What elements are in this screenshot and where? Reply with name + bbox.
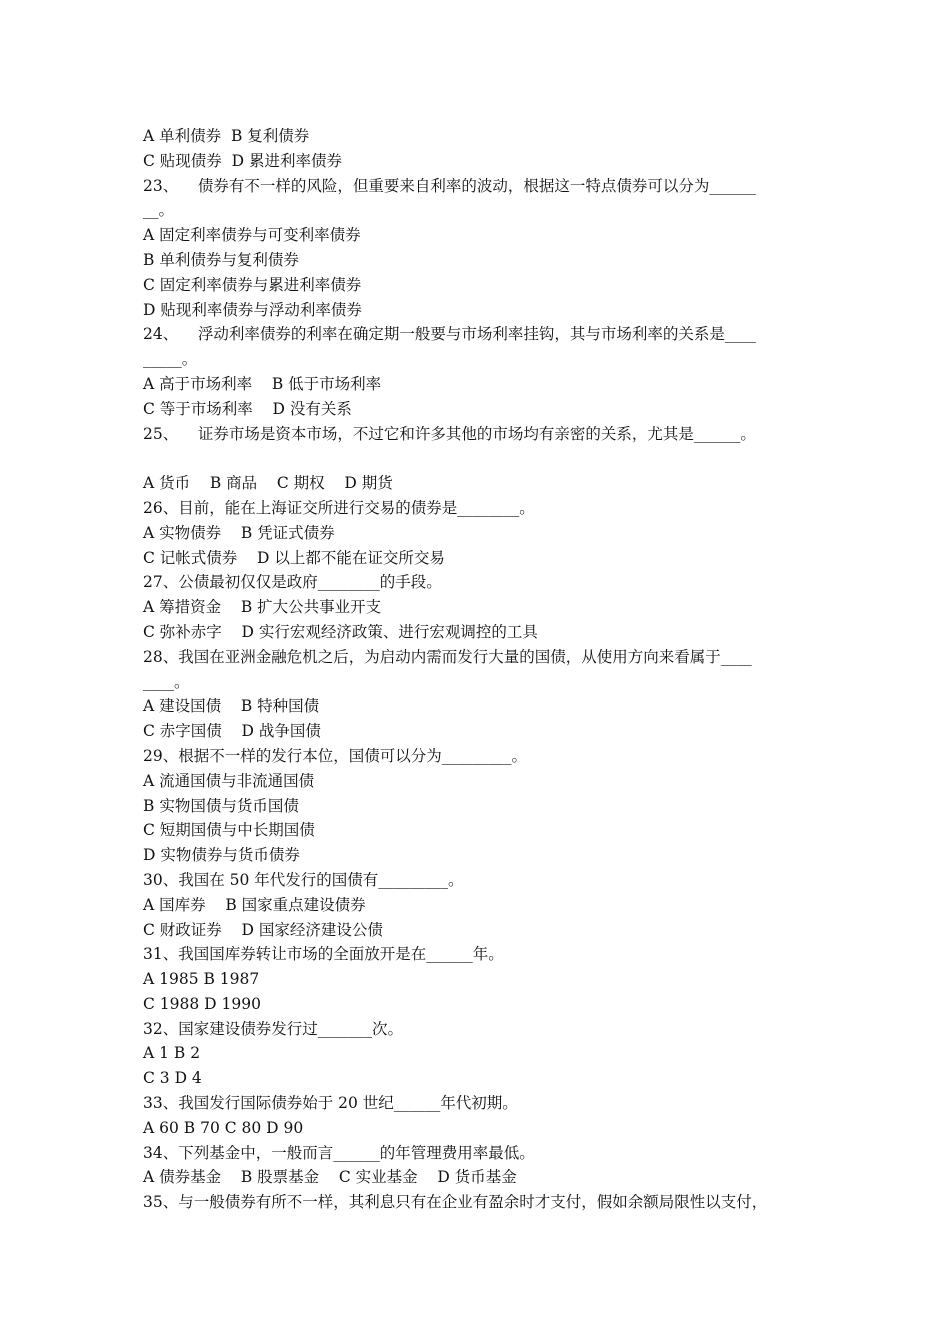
question-28: 28、我国在亚洲金融危机之后，为启动内需而发行大量的国债，从使用方向来看属于____ (143, 647, 752, 666)
option-line: D 实物债券与货币债券 (143, 846, 300, 865)
option-line: C 赤字国债 D 战争国债 (143, 722, 321, 741)
option-line: C 财政证券 D 国家经济建设公债 (143, 920, 383, 939)
question-28-continuation: ____。 (143, 672, 190, 691)
option-line: D 贴现利率债券与浮动利率债券 (143, 300, 362, 319)
option-line: A 1 B 2 (143, 1044, 201, 1063)
question-34: 34、下列基金中，一般而言______的年管理费用率最低。 (143, 1143, 535, 1162)
question-26: 26、目前，能在上海证交所进行交易的债券是________。 (143, 498, 535, 517)
question-30: 30、我国在 50 年代发行的国债有_________。 (143, 870, 464, 889)
question-24: 24、 浮动利率债券的利率在确定期一般要与市场利率挂钩，其与市场利率的关系是____ (143, 325, 756, 344)
option-line: C 弥补赤字 D 实行宏观经济政策、进行宏观调控的工具 (143, 622, 538, 641)
question-32: 32、国家建设债券发行过_______次。 (143, 1019, 403, 1038)
option-line: C 3 D 4 (143, 1069, 202, 1088)
option-line: A 流通国债与非流通国债 (143, 771, 315, 790)
option-line: A 固定利率债券与可变利率债券 (143, 226, 361, 245)
option-line: A 1985 B 1987 (143, 970, 260, 989)
option-line: C 等于市场利率 D 没有关系 (143, 399, 352, 418)
option-line: B 实物国债与货币国债 (143, 796, 299, 815)
question-23: 23、 债券有不一样的风险，但重要来自利率的波动，根据这一特点债券可以分为______ (143, 176, 756, 195)
question-23-continuation: __。 (143, 201, 175, 220)
option-line: A 高于市场利率 B 低于市场利率 (143, 374, 382, 393)
option-line: B 单利债券与复利债券 (143, 250, 299, 269)
option-line: A 建设国债 B 特种国债 (143, 697, 320, 716)
option-line: C 固定利率债券与累进利率债券 (143, 275, 362, 294)
question-27: 27、公债最初仅仅是政府________的手段。 (143, 573, 442, 592)
question-24-continuation: _____。 (143, 350, 198, 369)
option-line: A 货币 B 商品 C 期权 D 期货 (143, 474, 393, 493)
blank-line (143, 446, 815, 471)
question-31: 31、我国国库券转让市场的全面放开是在______年。 (143, 945, 504, 964)
option-line: A 单利债券 B 复利债券 (143, 127, 310, 145)
option-line: A 筹措资金 B 扩大公共事业开支 (143, 598, 382, 617)
question-33: 33、我国发行国际债券始于 20 世纪______年代初期。 (143, 1094, 518, 1113)
question-29: 29、根据不一样的发行本位，国债可以分为_________。 (143, 746, 527, 765)
question-25: 25、 证券市场是资本市场，不过它和许多其他的市场均有亲密的关系，尤其是______。 (143, 424, 756, 443)
option-line: A 国库券 B 国家重点建设债券 (143, 895, 366, 914)
option-line: C 1988 D 1990 (143, 994, 261, 1013)
document-body (143, 124, 815, 1215)
option-line: A 实物债券 B 凭证式债券 (143, 523, 335, 542)
option-line: C 贴现债券 D 累进利率债券 (143, 151, 342, 170)
option-line: C 短期国债与中长期国债 (143, 821, 315, 840)
option-line: A 60 B 70 C 80 D 90 (143, 1118, 304, 1137)
option-line: A 债券基金 B 股票基金 C 实业基金 D 货币基金 (143, 1168, 517, 1187)
option-line: C 记帐式债券 D 以上都不能在证交所交易 (143, 548, 445, 567)
question-35: 35、与一般债券有所不一样，其利息只有在企业有盈余时才支付，假如余额局限性以支付， (143, 1193, 768, 1212)
